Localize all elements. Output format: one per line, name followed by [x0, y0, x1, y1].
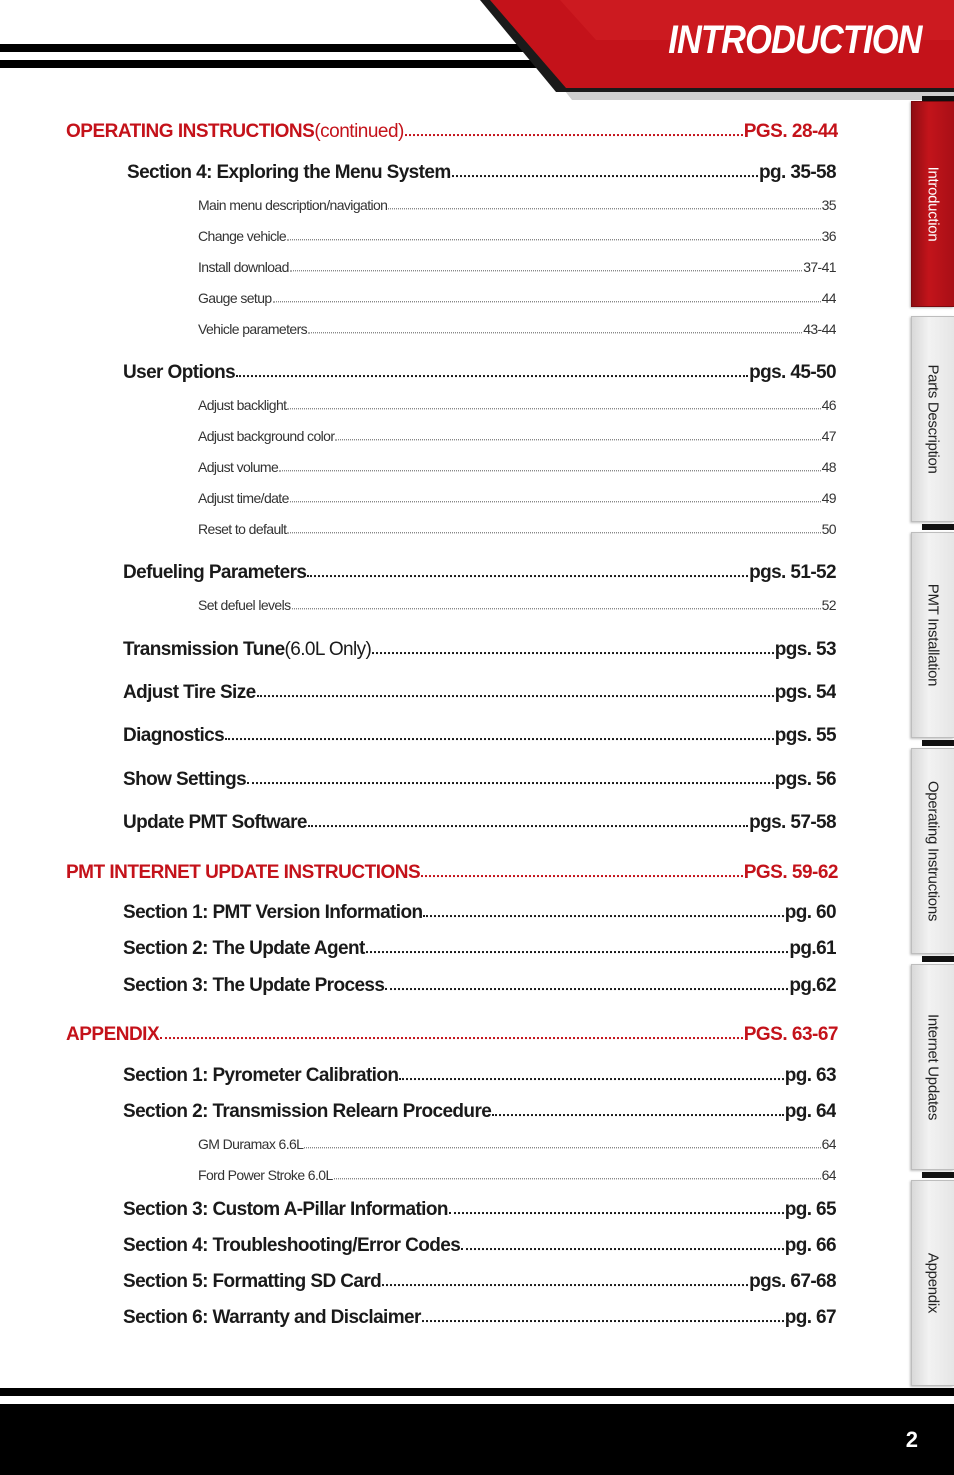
toc-subentry[interactable]	[198, 1167, 836, 1183]
toc-entry-pages: pg.62	[789, 975, 836, 997]
dot-leader	[366, 937, 789, 953]
dot-leader	[257, 681, 774, 697]
toc-entry-pages: pg. 63	[784, 1065, 836, 1087]
toc-subentry-label: Reset to default	[198, 521, 287, 537]
toc-entry-title: Section 3: The Update Process	[123, 975, 385, 997]
tab-operating-instructions[interactable]	[911, 748, 954, 954]
dot-leader	[452, 161, 758, 177]
dot-leader	[225, 724, 774, 740]
tab-pmt-installation[interactable]	[911, 532, 954, 738]
toc-subentry-page: 46	[821, 397, 836, 413]
dot-leader	[335, 429, 820, 441]
dot-leader	[304, 1137, 820, 1149]
toc-entry-pages: pgs. 67-68	[749, 1271, 836, 1293]
toc-entry-pages: pgs. 45-50	[749, 362, 836, 384]
toc-entry[interactable]	[123, 1100, 836, 1123]
toc-entry[interactable]	[123, 561, 836, 584]
toc-entry[interactable]	[123, 1270, 836, 1293]
dot-leader	[372, 638, 773, 654]
toc-entry-title: Section 2: Transmission Relearn Procedure	[123, 1101, 492, 1123]
toc-pages: PGS. 59-62	[743, 862, 838, 884]
toc-entry-title: Section 1: PMT Version Information	[123, 902, 423, 924]
tab-introduction[interactable]	[911, 101, 954, 307]
toc-subentry[interactable]	[198, 521, 836, 537]
footer-rule	[0, 1388, 954, 1396]
page-number: 2	[905, 1427, 918, 1452]
toc-pages: PGS. 63-67	[743, 1024, 838, 1046]
tab-cap	[922, 524, 954, 530]
toc-title: PMT INTERNET UPDATE INSTRUCTIONS	[66, 862, 421, 884]
toc-entry-title: Section 2: The Update Agent	[123, 938, 365, 960]
dot-leader	[492, 1100, 783, 1116]
dot-leader	[449, 1198, 784, 1214]
tab-parts-description[interactable]	[911, 316, 954, 522]
toc-entry-pages: pgs. 51-52	[749, 562, 836, 584]
toc-entry[interactable]	[123, 811, 836, 834]
dot-leader	[279, 460, 820, 472]
tab-label: Appendix	[924, 1252, 942, 1314]
toc-subentry[interactable]	[198, 290, 836, 306]
toc-title: APPENDIX	[66, 1024, 160, 1046]
toc-subentry-label: Adjust time/date	[198, 490, 289, 506]
toc-subentry[interactable]	[198, 397, 836, 413]
toc-subentry-label: Adjust backlight	[198, 397, 287, 413]
toc-entry[interactable]	[123, 974, 836, 997]
dot-leader	[236, 361, 748, 377]
toc-entry-pages: pgs. 53	[774, 639, 836, 661]
toc-entry-title: Adjust Tire Size	[123, 682, 256, 704]
toc-title: OPERATING INSTRUCTIONS	[66, 121, 315, 143]
toc-entry-title: Diagnostics	[123, 725, 225, 747]
toc-entry-title: User Options	[123, 362, 236, 384]
toc-entry[interactable]	[123, 638, 836, 661]
toc-subentry[interactable]	[198, 197, 836, 213]
tab-label: Operating Instructions	[924, 780, 942, 922]
toc-entry-title: Section 4: Troubleshooting/Error Codes	[123, 1235, 461, 1257]
toc-subentry[interactable]	[198, 428, 836, 444]
dot-leader	[422, 1306, 784, 1322]
tab-cap	[922, 740, 954, 746]
dot-leader	[287, 522, 820, 534]
dot-leader	[287, 229, 821, 241]
tab-cap	[922, 1172, 954, 1178]
tab-internet-updates[interactable]	[911, 964, 954, 1170]
toc-pages: PGS. 28-44	[743, 121, 838, 143]
dot-leader	[290, 491, 821, 503]
tab-label: Parts Description	[924, 364, 942, 474]
toc-subentry-label: Adjust volume	[198, 459, 279, 475]
toc-subentry-label: Vehicle parameters	[198, 321, 308, 337]
tab-appendix[interactable]	[911, 1180, 954, 1386]
toc-entry[interactable]	[123, 1234, 836, 1257]
toc-subentry-label: Gauge setup	[198, 290, 272, 306]
tab-label: Introduction	[924, 166, 942, 242]
toc-subentry[interactable]	[198, 321, 836, 337]
toc-entry-pages: pg. 66	[784, 1235, 836, 1257]
toc-section-operating[interactable]	[66, 120, 838, 143]
toc-subentry-page: 47	[821, 428, 836, 444]
toc-entry-pages: pgs. 57-58	[749, 812, 836, 834]
toc-entry-pages: pg. 60	[784, 902, 836, 924]
toc-entry-pages: pg. 67	[784, 1307, 836, 1329]
toc-entry[interactable]	[123, 681, 836, 704]
dot-leader	[307, 561, 748, 577]
toc-subentry-label: Main menu description/navigation	[198, 197, 388, 213]
toc-subentry[interactable]	[198, 228, 836, 244]
dot-leader	[334, 1168, 821, 1180]
toc-entry-pages: pgs. 54	[774, 682, 836, 704]
toc-entry[interactable]	[123, 768, 836, 791]
tab-label: Internet Updates	[924, 1013, 942, 1121]
toc-subentry-label: Set defuel levels	[198, 597, 291, 613]
footer-bar	[0, 1404, 954, 1475]
toc-entry[interactable]	[123, 1064, 836, 1087]
toc-note: (continued)	[314, 121, 404, 143]
toc-subentry-page: 64	[821, 1167, 836, 1183]
dot-leader	[385, 974, 788, 990]
toc-subentry-label: Adjust background color	[198, 428, 335, 444]
tab-cap	[922, 956, 954, 962]
toc-entry[interactable]	[123, 724, 836, 747]
toc-subentry-page: 43-44	[803, 321, 836, 337]
toc-entry-title: Defueling Parameters	[123, 562, 307, 584]
dot-leader	[290, 260, 802, 272]
dot-leader	[399, 1064, 783, 1080]
toc-subentry-page: 48	[821, 459, 836, 475]
toc-subentry[interactable]	[198, 597, 836, 613]
toc-subentry[interactable]	[198, 259, 836, 275]
toc-entry[interactable]	[123, 937, 836, 960]
dot-leader	[421, 861, 743, 877]
toc-entry[interactable]	[123, 901, 836, 924]
toc-entry-title: Section 4: Exploring the Menu System	[127, 162, 451, 184]
toc-subentry-page: 50	[821, 521, 836, 537]
toc-entry-title: Transmission Tune	[123, 639, 285, 661]
toc-entry[interactable]	[127, 161, 836, 184]
toc-subentry-page: 35	[821, 197, 836, 213]
toc-entry-title: Section 6: Warranty and Disclaimer	[123, 1307, 421, 1329]
toc-entry-pages: pg.61	[789, 938, 836, 960]
toc-entry-pages: pg. 65	[784, 1199, 836, 1221]
toc-subentry[interactable]	[198, 1136, 836, 1152]
toc-subentry-page: 37-41	[803, 259, 836, 275]
toc-entry-pages: pg. 35-58	[759, 162, 836, 184]
dot-leader	[308, 811, 748, 827]
page-title: INTRODUCTION	[668, 18, 922, 62]
toc-entry-title: Update PMT Software	[123, 812, 307, 834]
dot-leader	[461, 1234, 784, 1250]
toc-subentry-label: Ford Power Stroke 6.0L	[198, 1167, 333, 1183]
toc-entry-pages: pg. 64	[784, 1101, 836, 1123]
toc-subentry[interactable]	[198, 459, 836, 475]
toc-entry-title: Show Settings	[123, 769, 247, 791]
dot-leader	[247, 768, 774, 784]
toc-subentry-page: 52	[821, 597, 836, 613]
toc-section-appendix[interactable]	[66, 1023, 838, 1046]
toc-entry-title: Section 3: Custom A-Pillar Information	[123, 1199, 448, 1221]
dot-leader	[287, 398, 820, 410]
toc-section-internet[interactable]	[66, 861, 838, 884]
toc-entry-pages: pgs. 56	[774, 769, 836, 791]
dot-leader	[382, 1270, 748, 1286]
dot-leader	[160, 1023, 743, 1039]
toc-subentry-page: 44	[821, 290, 836, 306]
toc-subentry-page: 49	[821, 490, 836, 506]
toc-entry-note: (6.0L Only)	[284, 639, 372, 661]
toc-subentry-label: GM Duramax 6.6L	[198, 1136, 304, 1152]
toc-entry-pages: pgs. 55	[774, 725, 836, 747]
toc-subentry-page: 36	[821, 228, 836, 244]
toc-entry[interactable]	[123, 361, 836, 384]
dot-leader	[273, 291, 821, 303]
dot-leader	[388, 198, 820, 210]
tab-label: PMT Installation	[924, 583, 942, 687]
toc-entry[interactable]	[123, 1306, 836, 1329]
toc-entry[interactable]	[123, 1198, 836, 1221]
toc-subentry-label: Install download	[198, 259, 289, 275]
toc-subentry-label: Change vehicle	[198, 228, 287, 244]
toc-subentry-page: 64	[821, 1136, 836, 1152]
toc-entry-title: Section 1: Pyrometer Calibration	[123, 1065, 399, 1087]
dot-leader	[292, 598, 821, 610]
toc-subentry[interactable]	[198, 490, 836, 506]
dot-leader	[308, 322, 802, 334]
dot-leader	[405, 120, 743, 136]
toc-entry-title: Section 5: Formatting SD Card	[123, 1271, 382, 1293]
dot-leader	[423, 901, 783, 917]
